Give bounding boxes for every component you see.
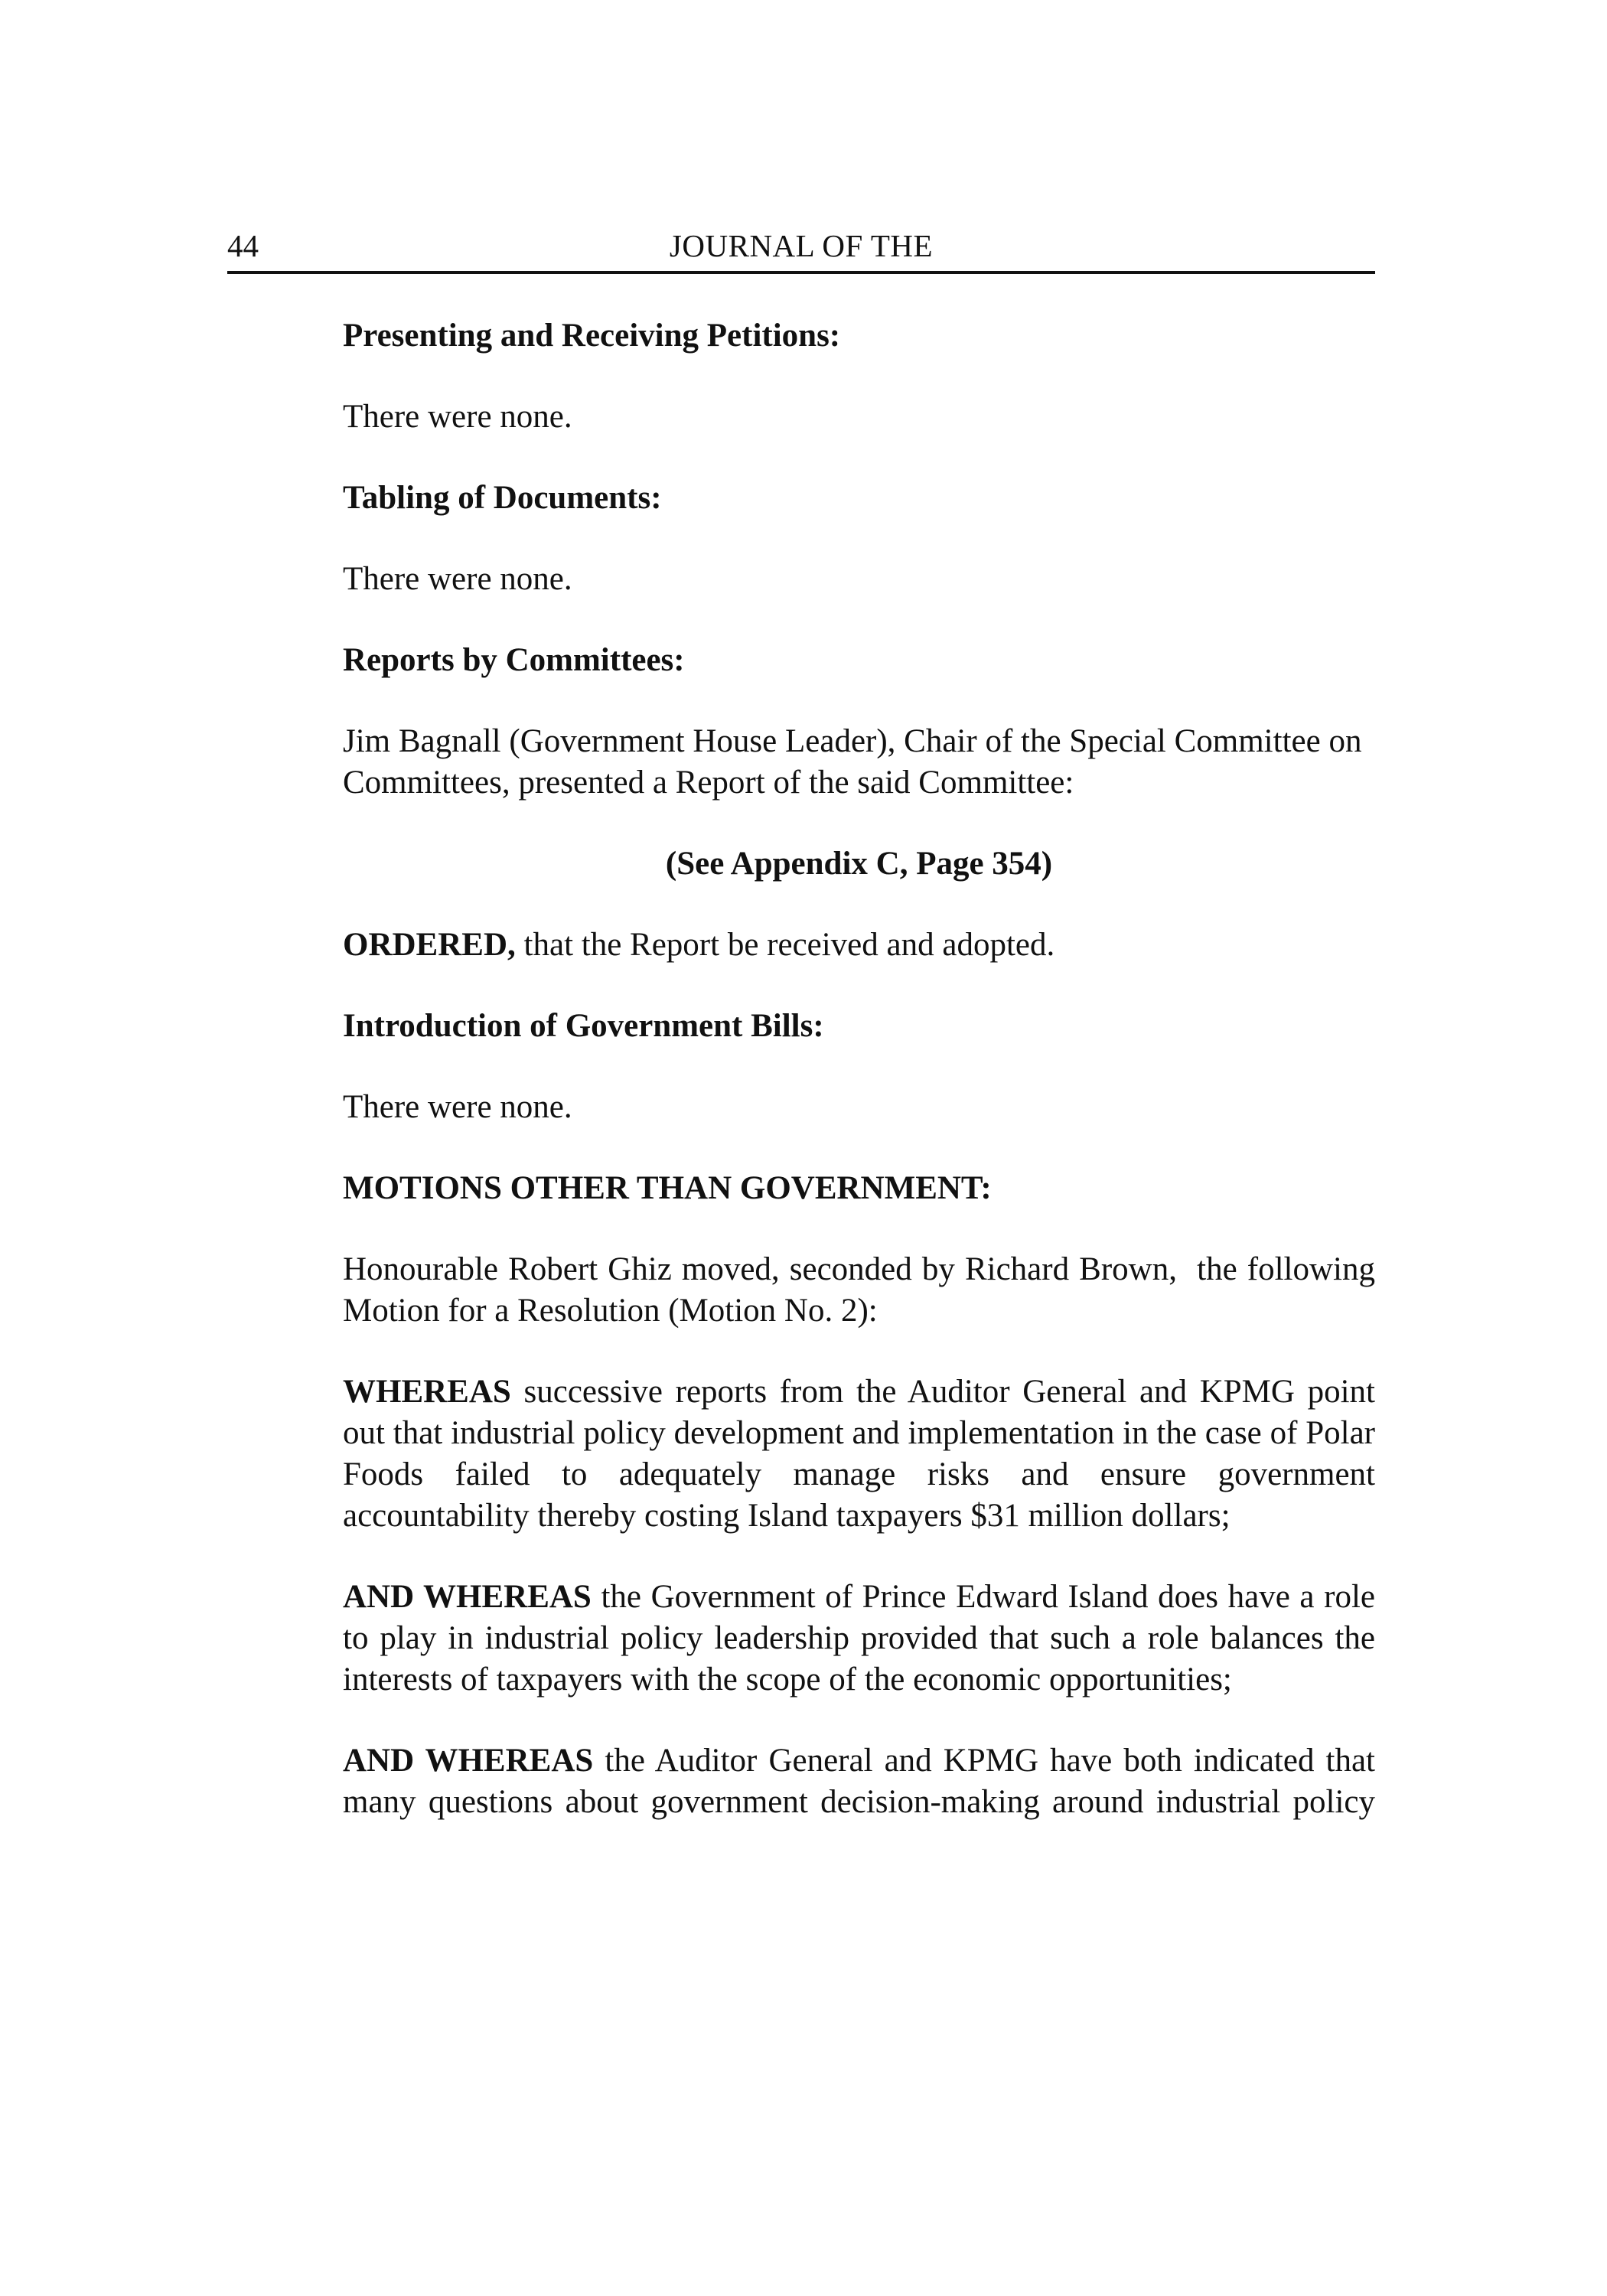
committees-heading: Reports by Committees: [343,642,685,678]
page-number: 44 [227,228,259,263]
whereas-paragraph-1 [343,1371,1375,1537]
bills-text: There were none. [343,1089,572,1125]
whereas-text-2: the Government of Prince Edward Island does have a role to play in industrial policy leadership provided that such a role balances the interests of taxpayers with the scope of the economic opportunities; [343,1579,1375,1698]
committees-text: Jim Bagnall (Government House Leader), Chair of the Special Committee on Committees, presented a Report of the said Committee: [343,723,1362,801]
whereas-text-1: successive reports from the Auditor General and KPMG point out that industrial policy development and implementation in the case of Polar Foods failed to adequately manage risks and ensure government accountability thereby costing Island taxpayers $31 million dollars; [343,1374,1375,1534]
page-header [227,227,1375,274]
whereas-text-3: the Auditor General and KPMG have both indicated that many questions about government decision-making around industrial policy [343,1743,1375,1820]
petitions-heading: Presenting and Receiving Petitions: [343,318,841,354]
whereas-label-2: AND WHEREAS [343,1579,592,1615]
ordered-paragraph [343,925,1375,966]
page-content [343,315,1384,1863]
petitions-text: There were none. [343,399,572,435]
bills-heading: Introduction of Government Bills: [343,1008,824,1044]
whereas-label-1: WHEREAS [343,1374,511,1410]
motion-intro: Honourable Robert Ghiz moved, seconded by Richard Brown, the following Motion for a Resolution (Motion No. 2): [343,1251,1384,1329]
motions-heading: MOTIONS OTHER THAN GOVERNMENT: [343,1170,992,1206]
whereas-paragraph-2 [343,1577,1375,1701]
appendix-reference: (See Appendix C, Page 354) [665,846,1053,882]
tabling-text: There were none. [343,561,572,597]
ordered-label: ORDERED, [343,927,516,963]
running-head: JOURNAL OF THE [669,228,934,263]
whereas-label-3: AND WHEREAS [343,1743,594,1779]
tabling-heading: Tabling of Documents: [343,480,662,516]
whereas-paragraph-3 [343,1740,1375,1823]
ordered-text: that the Report be received and adopted. [515,927,1055,963]
